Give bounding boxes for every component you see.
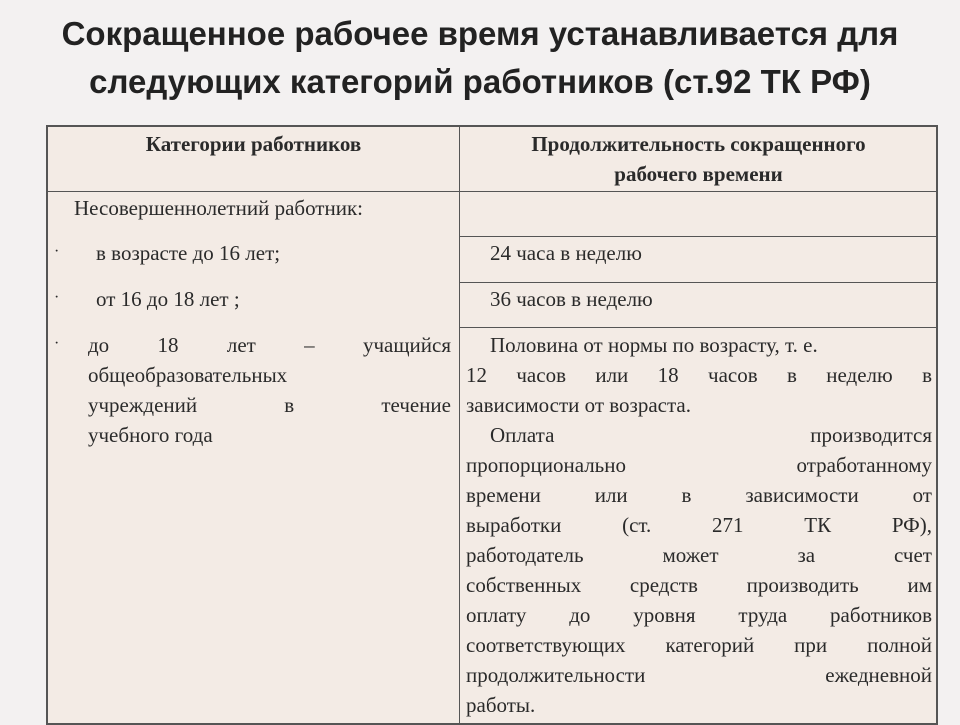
group-label: Несовершеннолетний работник: [74,196,363,220]
duration-student [466,330,932,720]
categories-table [46,125,938,725]
duration-student-line: времени или в зависимости от [466,483,932,507]
category-student-line: до 18 лет – учащийся [88,333,451,357]
category-under-16: в возрасте до 16 лет; [96,241,281,265]
header-duration [459,129,938,189]
category-student [88,330,451,450]
bullet-icon: · [54,243,60,260]
header-divider [48,191,938,192]
duration-student-line: пропорционально отработанному [466,453,932,477]
duration-student-line: зависимости от возраста. [466,393,691,417]
title-line-2: следующих категорий работников (ст.92 ТК РФ) [89,63,871,100]
category-student-line: учебного года [88,423,213,447]
duration-16-18: 36 часов в неделю [490,287,653,311]
category-16-18: от 16 до 18 лет ; [96,287,240,311]
duration-student-line: Половина от нормы по возрасту, т. е. [490,333,818,357]
duration-student-line: оплату до уровня труда работников [466,603,932,627]
header-duration-line-2: рабочего времени [614,162,783,186]
duration-student-line: продолжительности ежедневной [466,663,932,687]
duration-student-line: соответствующих категорий при полной [466,633,932,657]
header-categories: Категории работников [145,132,362,156]
duration-student-line: работы. [466,693,536,717]
header-duration-line-1: Продолжительность сокращенного [531,132,866,156]
row-divider [459,282,938,283]
duration-student-line: собственных средств производить им [466,573,932,597]
duration-student-line: выработки (ст. 271 ТК РФ), [466,513,932,537]
duration-under-16: 24 часа в неделю [490,241,642,265]
row-divider [459,327,938,328]
category-student-line: учреждений в течение [88,393,451,417]
bullet-icon: · [54,289,60,306]
bullet-icon: · [54,335,60,352]
duration-student-line: Оплата производится [490,423,932,447]
category-student-line: общеобразовательных [88,363,288,387]
row-divider [459,236,938,237]
column-divider [459,127,460,723]
duration-student-line: работодатель может за счет [466,543,932,567]
page-title [0,10,960,106]
title-line-1: Сокращенное рабочее время устанавливается для [61,15,899,52]
duration-student-line: 12 часов или 18 часов в неделю в [466,363,932,387]
